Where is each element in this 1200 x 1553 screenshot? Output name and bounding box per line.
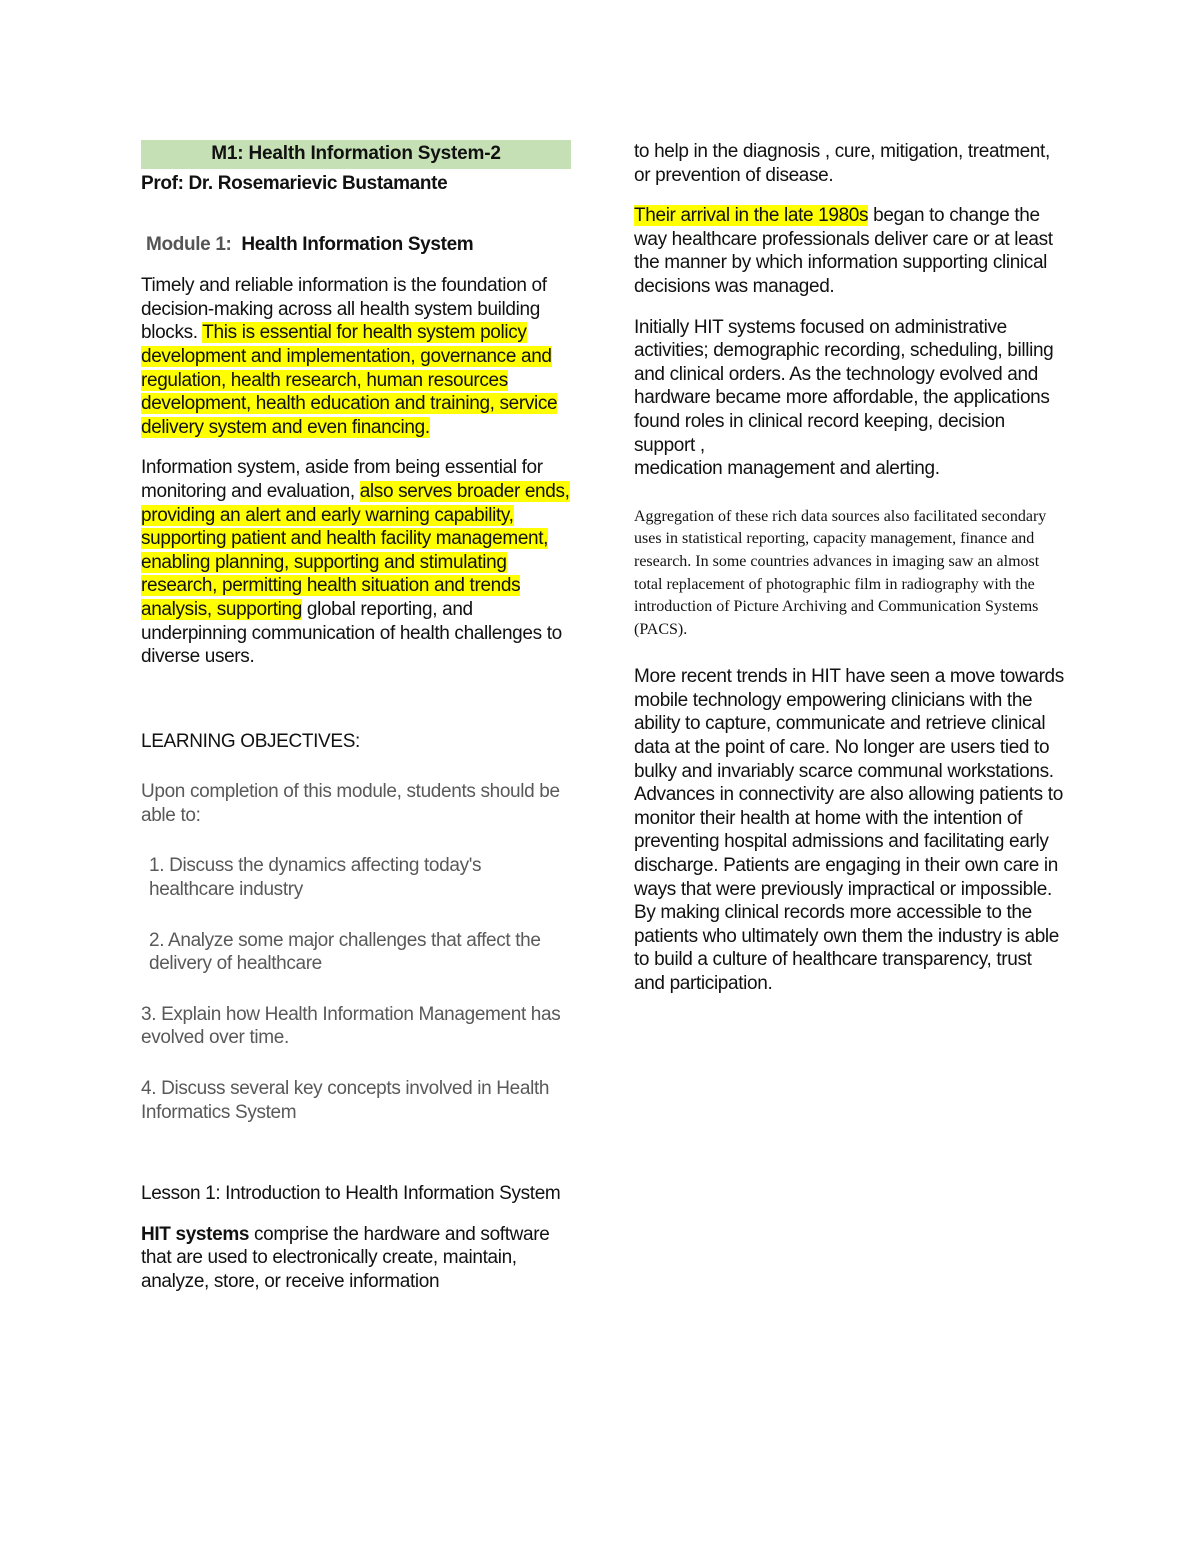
module-heading — [141, 233, 571, 257]
info-system-paragraph — [141, 456, 571, 668]
info-system-text-1: Information system, aside from being essential for monitoring and evaluation, — [141, 457, 543, 502]
aggregation-paragraph — [634, 506, 1064, 642]
hit-bold-term: HIT systems — [141, 1223, 250, 1245]
objective-item-2: 2. Analyze some major challenges that affect the delivery of healthcare — [149, 929, 541, 975]
hit-paragraph — [141, 1223, 571, 1294]
initial-hit-paragraph — [634, 316, 1064, 481]
right-column — [634, 140, 1064, 996]
objective-item-1: 1. Discuss the dynamics affecting today's healthcare industry — [149, 855, 482, 901]
document-title: M1: Health Information System-2 — [141, 140, 571, 169]
left-column — [141, 140, 571, 1294]
lesson-title: Lesson 1: Introduction to Health Information System — [141, 1183, 561, 1205]
hit-text: comprise the hardware and software that are used to electronically create, maintain, analyze, store, or receive information — [141, 1223, 550, 1292]
objective-item-3: 3. Explain how Health Information Management has evolved over time. — [141, 1003, 561, 1049]
intro-highlight: This is essential for health system policy development and implementation, governance and regulation, health research, human resources development, health education and training, service delivery system and even financing. — [141, 322, 558, 438]
intro-text: Timely and reliable information is the foundation of decision-making across all health system building blocks. — [141, 275, 547, 344]
arrival-paragraph — [634, 204, 1064, 298]
intro-paragraph — [141, 274, 571, 439]
initial-hit-text: Initially HIT systems focused on administrative activities; demographic recording, scheduling, billing and clinical orders. As the technology evolved and hardware became more affordable, the applications found roles in clinical record keeping, decision support , — [634, 316, 1054, 456]
module-label: Module 1: — [146, 233, 232, 255]
objectives-heading: LEARNING OBJECTIVES: — [141, 730, 360, 752]
aggregation-text: Aggregation of these rich data sources also facilitated secondary uses in statistical reporting, capacity management, finance and — [634, 507, 1047, 548]
info-system-text-2: global reporting, and underpinning communication of health challenges to diverse users. — [141, 598, 562, 668]
objective-item-4: 4. Discuss several key concepts involved in Health Informatics System — [141, 1078, 550, 1123]
recent-trends-paragraph: More recent trends in HIT have seen a move towards mobile technology empowering clinicians with the ability to capture, communicate and retrieve clinical data at the point of care. No longer are users tied to bulky and invariably scarce communal workstations. Advances in connectivity are also allowing patients to monitor their health at home with the intention of preventing hospital admissions and facilitating early discharge. Patients are engaging in their own care in ways that were previously impractical or impossible. By making clinical records more accessible to the patients who ultimately own them the industry is able to build a culture of healthcare transparency, trust and participation. — [634, 666, 1064, 994]
professor-line: Prof: Dr. Rosemarievic Bustamante — [141, 173, 448, 194]
aggregation-text-end: research. In some countries advances in imaging saw an almost total replacement of photographic film in radiography with the introduction of Picture Archiving and Communication Systems (PACS). — [634, 552, 1040, 638]
arrival-highlight: Their arrival in the late 1980s — [634, 205, 869, 227]
initial-hit-text-end: medication management and alerting. — [634, 458, 940, 480]
continuation-paragraph: to help in the diagnosis , cure, mitigation, treatment, or prevention of disease. — [634, 141, 1050, 186]
objectives-intro: Upon completion of this module, students should be able to: — [141, 781, 560, 826]
arrival-text: began to change the way healthcare professionals deliver care or at least the manner by which information supporting clinical decisions was managed. — [634, 205, 1053, 297]
module-name: Health Information System — [241, 233, 474, 255]
info-system-highlight: also serves broader ends, providing an alert and early warning capability, supporting patient and health facility management, enabling planning, supporting and stimulating research, permitting health situation and trends analysis, supporting — [141, 480, 570, 620]
